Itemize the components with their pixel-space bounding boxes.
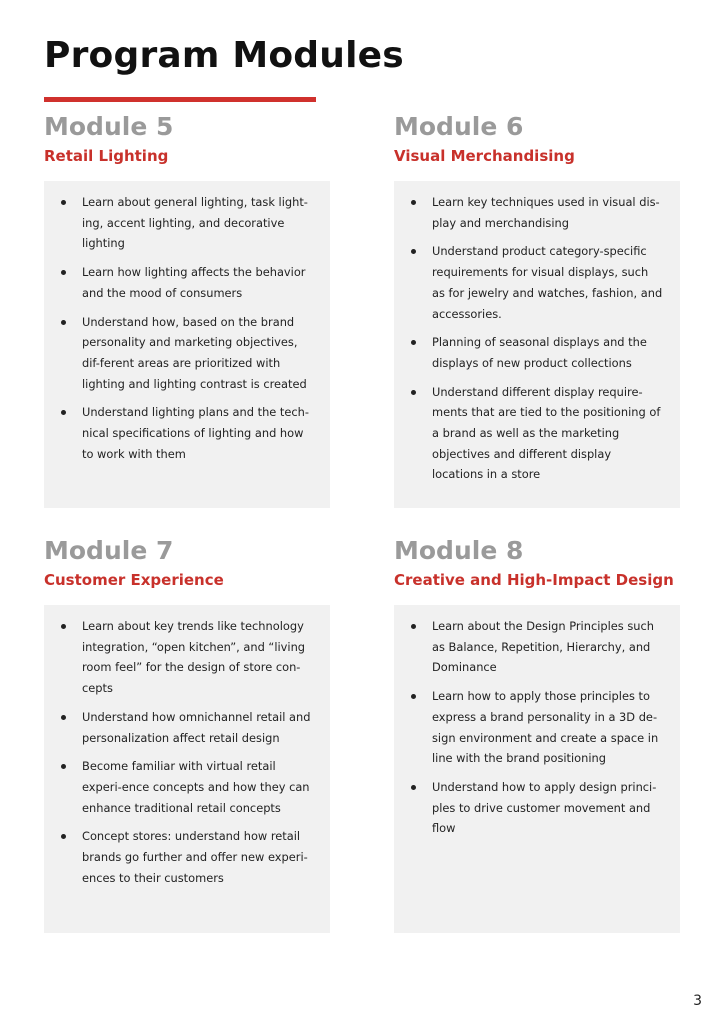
- bullet-item: Planning of seasonal displays and the displays of new product collections: [408, 332, 664, 373]
- bullet-item: Concept stores: understand how retail brands go further and offer new experi-ences to their customers: [58, 826, 314, 888]
- module-subtitle: Visual Merchandising: [394, 147, 575, 165]
- module-6-section: [394, 112, 680, 482]
- page-number: 3: [693, 993, 702, 1009]
- module-subtitle: Retail Lighting: [44, 147, 169, 165]
- module-number: Module 8: [394, 536, 524, 565]
- title-underline: [44, 97, 316, 102]
- bullet-item: Understand product category-specific requirements for visual displays, such as for jewelry and watches, fashion, and accessories.: [408, 241, 664, 324]
- module-8-section: [394, 536, 680, 836]
- module-7-section: [44, 536, 330, 885]
- bullet-list: [408, 192, 664, 485]
- bullet-item: Become familiar with virtual retail experi-ence concepts and how they can enhance traditional retail concepts: [58, 756, 314, 818]
- bullet-item: Understand how, based on the brand personality and marketing objectives, dif-ferent areas are prioritized with lighting and lighting contrast is created: [58, 312, 314, 395]
- module-number: Module 6: [394, 112, 524, 141]
- bullet-item: Learn key techniques used in visual dis-play and merchandising: [408, 192, 664, 233]
- bullet-item: Learn how lighting affects the behavior and the mood of consumers: [58, 262, 314, 303]
- bullet-item: Understand how to apply design princi-ples to drive customer movement and flow: [408, 777, 664, 839]
- page-title: Program Modules: [44, 35, 404, 76]
- module-subtitle: Customer Experience: [44, 571, 224, 589]
- module-5-section: [44, 112, 330, 461]
- module-number: Module 5: [44, 112, 174, 141]
- bullet-list: [58, 616, 314, 888]
- module-content-box: [44, 605, 330, 933]
- bullet-list: [58, 192, 314, 464]
- module-number: Module 7: [44, 536, 174, 565]
- module-subtitle: Creative and High-Impact Design: [394, 571, 674, 589]
- bullet-item: Understand how omnichannel retail and personalization affect retail design: [58, 707, 314, 748]
- bullet-item: Learn about general lighting, task light-ing, accent lighting, and decorative lighting: [58, 192, 314, 254]
- bullet-list: [408, 616, 664, 839]
- bullet-item: Learn about the Design Principles such as Balance, Repetition, Hierarchy, and Dominance: [408, 616, 664, 678]
- bullet-item: Understand different display require-ments that are tied to the positioning of a brand as well as the marketing objectives and different display locations in a store: [408, 382, 664, 486]
- module-content-box: [394, 605, 680, 933]
- bullet-item: Learn how to apply those principles to express a brand personality in a 3D de-sign environment and create a space in line with the brand positioning: [408, 686, 664, 769]
- bullet-item: Understand lighting plans and the tech-nical specifications of lighting and how to work with them: [58, 402, 314, 464]
- module-content-box: [394, 181, 680, 508]
- module-content-box: [44, 181, 330, 508]
- bullet-item: Learn about key trends like technology integration, “open kitchen”, and “living room feel” for the design of store con-cepts: [58, 616, 314, 699]
